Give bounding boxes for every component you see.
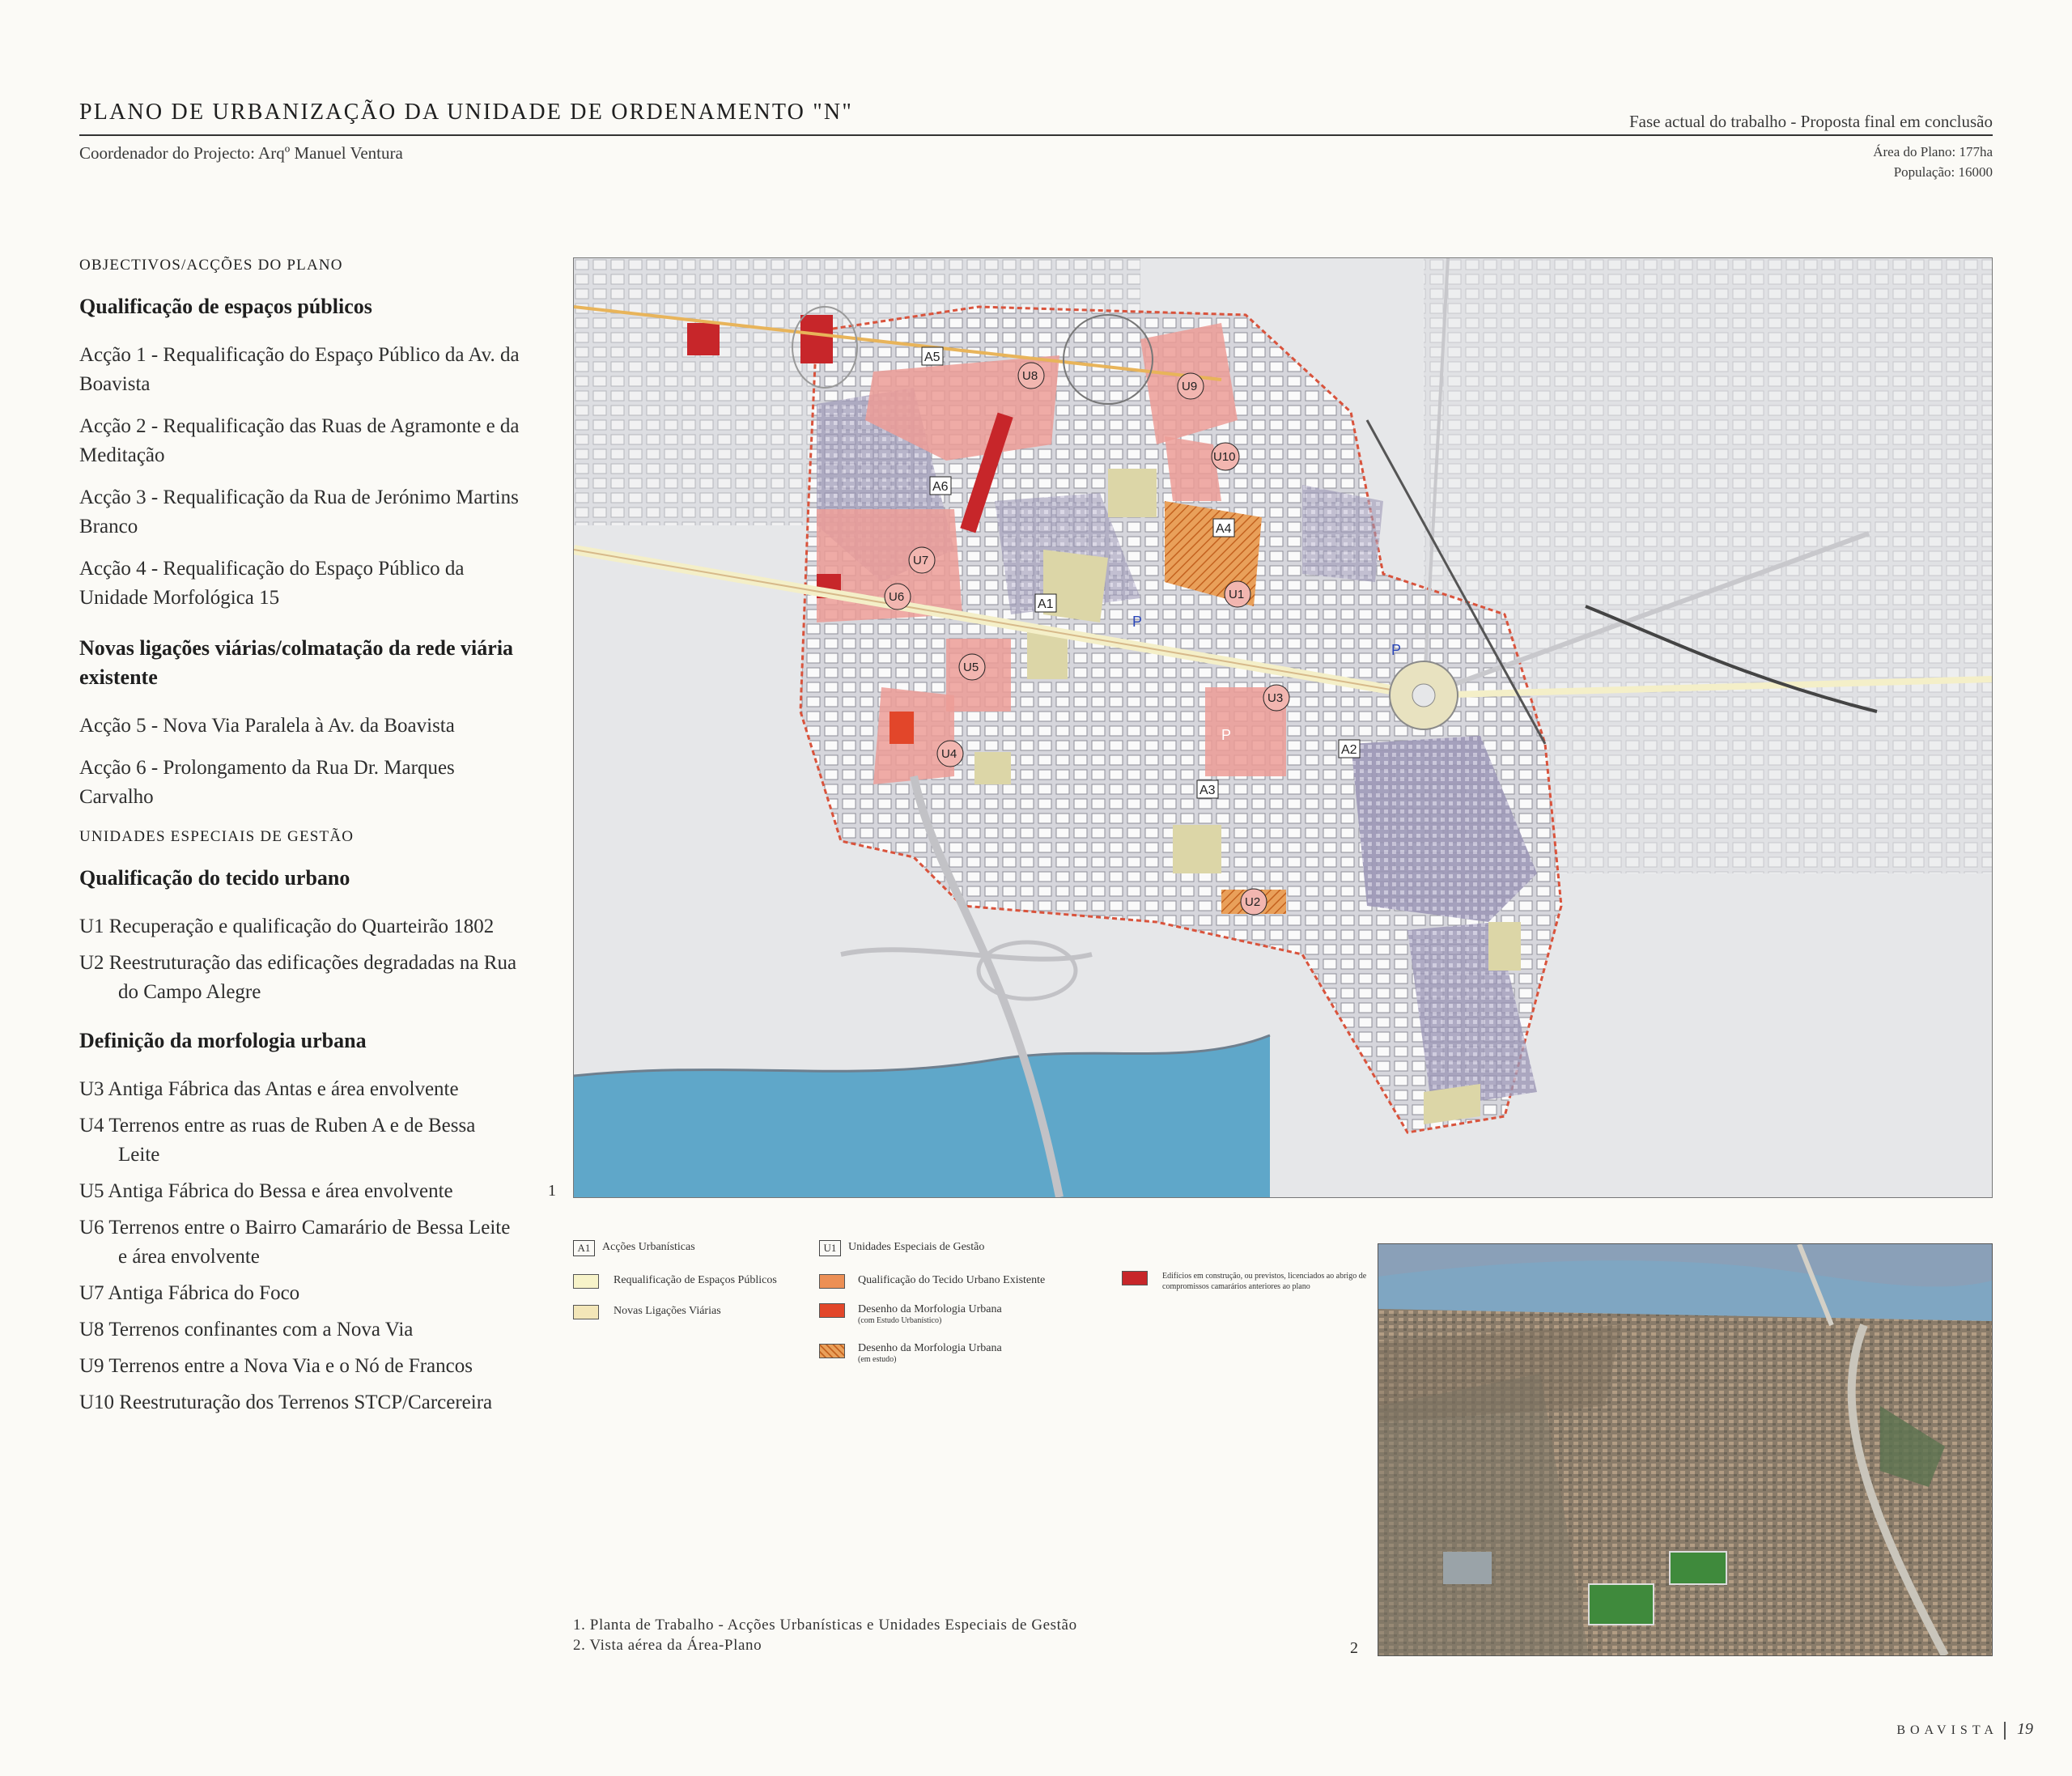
unit-item: U1 Recuperação e qualificação do Quarteirão 1802 [79,916,495,937]
legend-u1-box: U1 [819,1240,841,1256]
page-title: PLANO DE URBANIZAÇÃO DA UNIDADE DE ORDENAMENTO "N" [79,100,853,125]
parking-label: P [1132,614,1143,630]
phase-text: Fase actual do trabalho - Proposta final em conclusão [1628,112,1993,131]
unit-item: U6 Terrenos entre o Bairro Camarário de Bessa Leite e área envolvente [79,1217,511,1268]
map-label-u9: U9 [1182,380,1198,393]
map-label-a3: A3 [1199,784,1216,797]
action-item: Acção 3 - Requalificação da Rua de Jerónimo Martins Branco [79,486,519,537]
caption-2: 2. Vista aérea da Área-Plano [573,1637,762,1654]
map-label-a1: A1 [1038,597,1054,611]
subheading-urban-fabric: Qualificação do tecido urbano [79,866,350,890]
page-footer [1896,1720,2033,1740]
map-drawing [574,258,1992,1197]
map-label-a4: A4 [1216,522,1232,536]
aerial-photo-drawing [1378,1244,1992,1655]
map-label-u5: U5 [963,661,979,674]
legend-swatch-edificios [1122,1271,1148,1285]
legend-edificios: Edifícios em construção, ou previstos, licenciados ao abrigo de compromissos camarários anteriores ao plano [1162,1272,1367,1291]
unit-item: U2 Reestruturação das edificações degradadas na Rua do Campo Alegre [79,952,517,1003]
map-label-u2: U2 [1245,895,1261,909]
legend-swatch-qualif [819,1274,845,1289]
map-label-u8: U8 [1022,369,1038,383]
legend-unidades: Unidades Especiais de Gestão [848,1241,985,1253]
unit-item: U4 Terrenos entre as ruas de Ruben A e de Bessa Leite [79,1115,476,1166]
subheading-morphology: Definição da morfologia urbana [79,1029,367,1052]
map-label-a2: A2 [1341,743,1357,757]
legend-desenho2-sub: (em estudo) [858,1355,897,1364]
section-heading-objectives: OBJECTIVOS/ACÇÕES DO PLANO [79,257,343,274]
aerial-photo [1378,1243,1993,1656]
unit-item: U5 Antiga Fábrica do Bessa e área envolvente [79,1180,453,1202]
legend-desenho-sub: (com Estudo Urbanístico) [858,1316,942,1325]
figure-captions [573,1615,1077,1655]
page-number: 19 [2017,1720,2033,1738]
action-item: Acção 6 - Prolongamento da Rua Dr. Marques Carvalho [79,757,455,808]
unit-item: U3 Antiga Fábrica das Antas e área envolvente [79,1078,459,1100]
coordinator-text: Coordenador do Projecto: Arqº Manuel Ventura [79,143,403,163]
figure-number-1: 1 [548,1182,556,1200]
unit-item: U10 Reestruturação dos Terrenos STCP/Carcereira [79,1391,493,1413]
action-item: Acção 1 - Requalificação do Espaço Público da Av. da Boavista [79,344,520,395]
figure-number-2: 2 [1350,1639,1358,1657]
legend-swatch-requal [573,1274,599,1289]
subheading-public-spaces: Qualificação de espaços públicos [79,295,372,318]
plan-map [573,257,1993,1198]
section-heading-units: UNIDADES ESPECIAIS DE GESTÃO [79,828,355,845]
objectives-column [79,247,520,1425]
legend-a1-box: A1 [573,1240,595,1256]
legend-novas: Novas Ligações Viárias [614,1305,721,1317]
map-label-u4: U4 [941,747,957,761]
unit-item: U8 Terrenos confinantes com a Nova Via [79,1319,414,1340]
plan-population: População: 16000 [1893,164,1993,180]
unit-item: U9 Terrenos entre a Nova Via e o Nó de Francos [79,1355,473,1377]
legend-swatch-desenho2 [819,1344,845,1358]
unit-item: U7 Antiga Fábrica do Foco [79,1282,300,1304]
map-label-u6: U6 [889,590,905,604]
legend-requal: Requalificação de Espaços Públicos [614,1274,777,1286]
footer-brand: BOAVISTA [1896,1723,1998,1737]
header-rule [79,134,1993,136]
legend-swatch-desenho [819,1303,845,1318]
action-item: Acção 2 - Requalificação das Ruas de Agramonte e da Meditação [79,415,520,466]
map-label-a5: A5 [924,351,940,364]
legend-swatch-novas [573,1305,599,1319]
map-label-u7: U7 [913,554,929,567]
parking-label: P [1391,642,1402,658]
action-item: Acção 4 - Requalificação do Espaço Público da Unidade Morfológica 15 [79,558,465,609]
map-label-u1: U1 [1229,588,1245,601]
parking-label: P [1221,727,1232,743]
legend-qualif: Qualificação do Tecido Urbano Existente [858,1274,1046,1286]
legend-acoes: Acções Urbanísticas [602,1241,695,1253]
map-label-u3: U3 [1267,691,1284,705]
map-label-a6: A6 [932,480,949,494]
action-item: Acção 5 - Nova Via Paralela à Av. da Boavista [79,715,455,737]
legend-desenho: Desenho da Morfologia Urbana [858,1303,1002,1315]
plan-area: Área do Plano: 177ha [1873,144,1993,159]
caption-1: 1. Planta de Trabalho - Acções Urbanísticas e Unidades Especiais de Gestão [573,1617,1077,1634]
footer-divider [2004,1722,2006,1740]
legend-desenho2: Desenho da Morfologia Urbana [858,1342,1002,1354]
subheading-roads: Novas ligações viárias/colmatação da rede viária existente [79,636,514,689]
map-label-u10: U10 [1213,450,1236,464]
